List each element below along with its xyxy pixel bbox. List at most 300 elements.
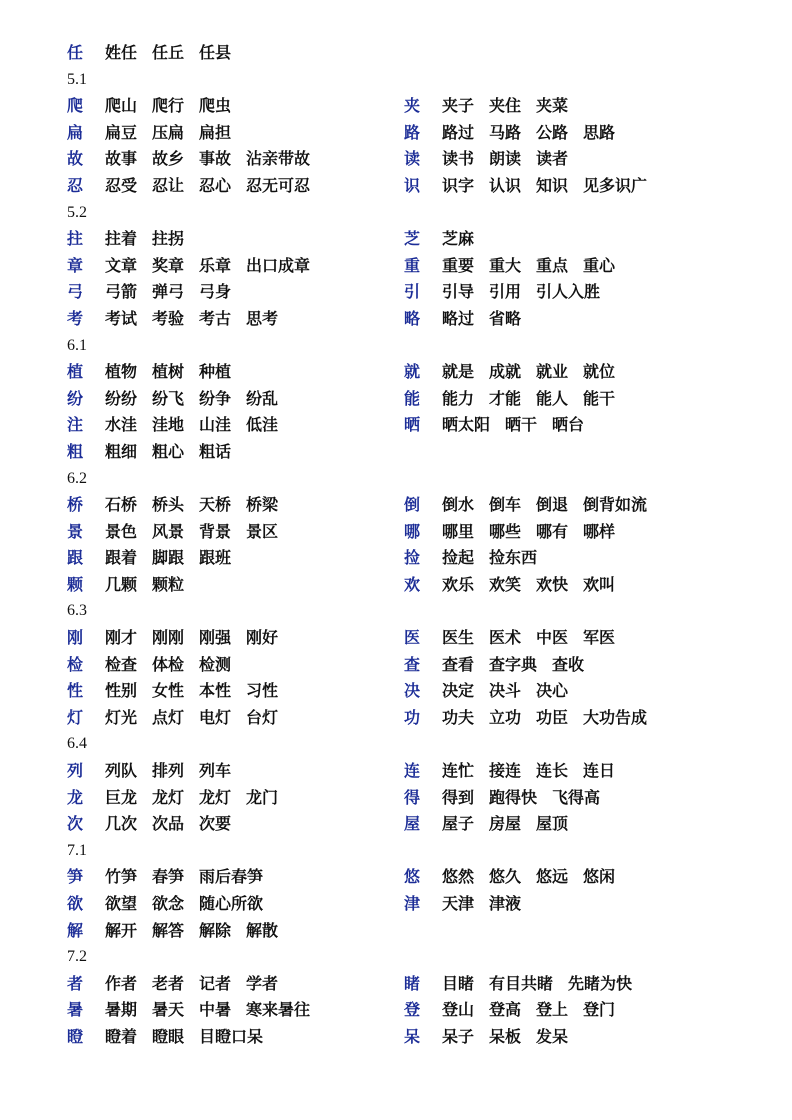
section-heading: 5.2 xyxy=(67,203,87,221)
word: 连长 xyxy=(536,761,569,781)
word: 欲念 xyxy=(152,894,185,913)
character-entry-right xyxy=(404,678,583,705)
entry-row xyxy=(67,572,767,599)
word: 马路 xyxy=(489,122,522,142)
character: 刚 xyxy=(67,628,84,648)
character-entry-left xyxy=(67,386,293,413)
word: 公路 xyxy=(536,122,569,142)
word: 引人入胜 xyxy=(536,282,601,302)
character-entry-right xyxy=(404,386,630,413)
word: 出口成章 xyxy=(246,255,311,275)
word: 电灯 xyxy=(199,707,232,727)
word: 省略 xyxy=(489,308,522,328)
word: 大功告成 xyxy=(583,707,648,727)
character-entry-left xyxy=(67,678,293,705)
character: 爬 xyxy=(67,96,84,116)
character-entry-right xyxy=(404,864,630,891)
word: 医术 xyxy=(489,628,522,648)
character: 倒 xyxy=(404,495,421,515)
word: 解答 xyxy=(152,920,185,940)
word: 倒背如流 xyxy=(583,495,648,515)
entry-row xyxy=(67,519,767,546)
word: 目瞪口呆 xyxy=(199,1026,264,1046)
word: 欲望 xyxy=(105,894,138,913)
word: 背景 xyxy=(199,521,232,541)
entry-row xyxy=(67,545,767,572)
word: 学者 xyxy=(246,973,279,993)
character: 功 xyxy=(404,707,421,727)
word: 有目共睹 xyxy=(489,973,554,993)
word: 植物 xyxy=(105,362,138,382)
character-entry-left xyxy=(67,173,325,200)
word: 重心 xyxy=(583,255,616,275)
entry-row xyxy=(67,412,767,439)
word: 记者 xyxy=(199,973,232,993)
entry-row xyxy=(67,678,767,705)
word: 捡起 xyxy=(442,548,475,568)
word: 登门 xyxy=(583,1000,616,1020)
word: 暑期 xyxy=(105,1000,138,1020)
word: 能力 xyxy=(442,388,475,408)
word: 乐章 xyxy=(199,255,232,275)
word: 悠久 xyxy=(489,867,522,887)
word: 哪样 xyxy=(583,521,616,541)
word: 天津 xyxy=(442,894,475,913)
character-entry-right xyxy=(404,811,583,838)
word: 欢快 xyxy=(536,574,569,594)
word: 悠闲 xyxy=(583,867,616,887)
word: 思路 xyxy=(583,122,616,142)
vocabulary-list xyxy=(67,40,767,1051)
character-entry-left xyxy=(67,625,293,652)
character: 忍 xyxy=(67,175,84,195)
word: 奖章 xyxy=(152,255,185,275)
word: 桥头 xyxy=(152,495,185,515)
word: 跟班 xyxy=(199,548,232,568)
word: 倒退 xyxy=(536,495,569,515)
word: 忍让 xyxy=(152,175,185,195)
word: 查看 xyxy=(442,654,475,674)
word: 决斗 xyxy=(489,681,522,701)
character: 颗 xyxy=(67,574,84,594)
word: 次要 xyxy=(199,814,232,834)
entry-row xyxy=(67,253,767,280)
word: 呆板 xyxy=(489,1026,522,1046)
word: 解开 xyxy=(105,920,138,940)
character-entry-left xyxy=(67,997,325,1024)
word: 忍心 xyxy=(199,175,232,195)
word: 拄拐 xyxy=(152,229,185,249)
word: 粗话 xyxy=(199,441,232,461)
character-entry-left xyxy=(67,492,293,519)
character: 灯 xyxy=(67,707,84,727)
word: 脚跟 xyxy=(152,548,185,568)
word: 体检 xyxy=(152,654,185,674)
character: 性 xyxy=(67,681,84,701)
section-heading: 6.3 xyxy=(67,602,87,620)
entry-row xyxy=(67,918,767,945)
character-entry-right xyxy=(404,705,662,732)
word: 龙灯 xyxy=(152,787,185,807)
word: 瞪眼 xyxy=(152,1026,185,1046)
character-entry-left xyxy=(67,40,246,67)
section-heading: 6.1 xyxy=(67,336,87,354)
word: 能干 xyxy=(583,388,616,408)
character-entry-left xyxy=(67,758,246,785)
section-heading: 6.4 xyxy=(67,735,87,753)
character: 次 xyxy=(67,814,84,834)
word: 见多识广 xyxy=(583,175,648,195)
word: 几颗 xyxy=(105,574,138,594)
word: 爬行 xyxy=(152,96,185,116)
character-entry-left xyxy=(67,705,293,732)
word: 随心所欲 xyxy=(199,894,264,913)
word: 夹菜 xyxy=(536,96,569,116)
character-entry-right xyxy=(404,545,552,572)
word: 欢笑 xyxy=(489,574,522,594)
character-entry-right xyxy=(404,997,630,1024)
word: 连忙 xyxy=(442,761,475,781)
word: 登山 xyxy=(442,1000,475,1020)
word: 低洼 xyxy=(246,415,279,435)
word: 作者 xyxy=(105,973,138,993)
word: 姓任 xyxy=(105,43,138,62)
word: 事故 xyxy=(199,149,232,169)
word: 灯光 xyxy=(105,707,138,727)
word: 屋顶 xyxy=(536,814,569,834)
word: 忍无可忍 xyxy=(246,175,311,195)
character-entry-left xyxy=(67,785,293,812)
word: 寒来暑往 xyxy=(246,1000,311,1020)
character: 故 xyxy=(67,149,84,169)
character-entry-right xyxy=(404,492,662,519)
word: 景色 xyxy=(105,521,138,541)
character: 登 xyxy=(404,1000,421,1020)
character-entry-right xyxy=(404,1024,583,1051)
word: 识字 xyxy=(442,175,475,195)
word: 性别 xyxy=(105,681,138,701)
entry-row xyxy=(67,705,767,732)
entry-row xyxy=(67,492,767,519)
character-entry-left xyxy=(67,811,246,838)
word: 石桥 xyxy=(105,495,138,515)
entry-row xyxy=(67,785,767,812)
word: 弓身 xyxy=(199,282,232,302)
character-entry-left xyxy=(67,412,293,439)
character: 欢 xyxy=(404,574,421,594)
entry-row xyxy=(67,359,767,386)
word: 纷飞 xyxy=(152,388,185,408)
word: 就是 xyxy=(442,362,475,382)
word: 就位 xyxy=(583,362,616,382)
word: 成就 xyxy=(489,362,522,382)
word: 悠然 xyxy=(442,867,475,887)
word: 风景 xyxy=(152,521,185,541)
word: 沾亲带故 xyxy=(246,149,311,169)
word: 排列 xyxy=(152,761,185,781)
character: 连 xyxy=(404,761,421,781)
section-heading: 5.1 xyxy=(67,70,87,88)
word: 中暑 xyxy=(199,1000,232,1020)
entry-row xyxy=(67,652,767,679)
entry-row xyxy=(67,146,767,173)
character-entry-right xyxy=(404,253,630,280)
character: 就 xyxy=(404,362,421,382)
character-entry-right xyxy=(404,226,489,253)
word: 接连 xyxy=(489,761,522,781)
character: 呆 xyxy=(404,1026,421,1046)
word: 颗粒 xyxy=(152,574,185,594)
word: 决定 xyxy=(442,681,475,701)
word: 水洼 xyxy=(105,415,138,435)
character-entry-left xyxy=(67,226,199,253)
word: 考试 xyxy=(105,308,138,328)
word: 拄着 xyxy=(105,229,138,249)
word: 龙门 xyxy=(246,787,279,807)
word: 重大 xyxy=(489,255,522,275)
word: 决心 xyxy=(536,681,569,701)
character: 列 xyxy=(67,761,84,781)
word: 欢乐 xyxy=(442,574,475,594)
word: 纷争 xyxy=(199,388,232,408)
word: 任县 xyxy=(199,43,232,62)
entry-row xyxy=(67,811,767,838)
word: 文章 xyxy=(105,255,138,275)
word: 巨龙 xyxy=(105,787,138,807)
word: 中医 xyxy=(536,628,569,648)
word: 查收 xyxy=(552,654,585,674)
character-entry-left xyxy=(67,279,246,306)
word: 爬虫 xyxy=(199,96,232,116)
entry-row xyxy=(67,971,767,998)
character-entry-right xyxy=(404,971,647,998)
word: 压扁 xyxy=(152,122,185,142)
character-entry-left xyxy=(67,306,293,333)
character: 解 xyxy=(67,920,84,940)
word: 列车 xyxy=(199,761,232,781)
character: 考 xyxy=(67,308,84,328)
character: 芝 xyxy=(404,229,421,249)
word: 桥梁 xyxy=(246,495,279,515)
word: 故乡 xyxy=(152,149,185,169)
character-entry-left xyxy=(67,652,246,679)
entry-row xyxy=(67,891,767,918)
entry-row xyxy=(67,625,767,652)
character-entry-left xyxy=(67,1024,278,1051)
word: 故事 xyxy=(105,149,138,169)
word: 先睹为快 xyxy=(568,973,633,993)
word: 才能 xyxy=(489,388,522,408)
character: 注 xyxy=(67,415,84,435)
character: 睹 xyxy=(404,973,421,993)
character-entry-right xyxy=(404,572,630,599)
word: 军医 xyxy=(583,628,616,648)
word: 读者 xyxy=(536,149,569,169)
word: 屋子 xyxy=(442,814,475,834)
word: 能人 xyxy=(536,388,569,408)
character: 跟 xyxy=(67,548,84,568)
word: 芝麻 xyxy=(442,229,475,249)
character: 引 xyxy=(404,282,421,302)
character-entry-right xyxy=(404,279,615,306)
word: 老者 xyxy=(152,973,185,993)
word: 查字典 xyxy=(489,654,538,674)
character: 读 xyxy=(404,149,421,169)
word: 功臣 xyxy=(536,707,569,727)
word: 粗细 xyxy=(105,441,138,461)
character: 植 xyxy=(67,362,84,382)
character: 桥 xyxy=(67,495,84,515)
word: 植树 xyxy=(152,362,185,382)
entry-row xyxy=(67,226,767,253)
word: 洼地 xyxy=(152,415,185,435)
word: 刚才 xyxy=(105,628,138,648)
word: 得到 xyxy=(442,787,475,807)
entry-row xyxy=(67,758,767,785)
word: 目睹 xyxy=(442,973,475,993)
word: 知识 xyxy=(536,175,569,195)
word: 房屋 xyxy=(489,814,522,834)
character: 检 xyxy=(67,654,84,674)
word: 哪有 xyxy=(536,521,569,541)
character-entry-right xyxy=(404,173,662,200)
word: 山洼 xyxy=(199,415,232,435)
word: 台灯 xyxy=(246,707,279,727)
entry-row xyxy=(67,93,767,120)
word: 任丘 xyxy=(152,43,185,62)
word: 竹笋 xyxy=(105,867,138,887)
word: 本性 xyxy=(199,681,232,701)
character-entry-left xyxy=(67,918,293,945)
word: 夹住 xyxy=(489,96,522,116)
word: 解除 xyxy=(199,920,232,940)
section-heading: 6.2 xyxy=(67,469,87,487)
word: 引导 xyxy=(442,282,475,302)
character: 查 xyxy=(404,654,421,674)
character-entry-left xyxy=(67,253,325,280)
character-entry-left xyxy=(67,971,293,998)
word: 几次 xyxy=(105,814,138,834)
character-entry-left xyxy=(67,891,278,918)
word: 跟着 xyxy=(105,548,138,568)
word: 忍受 xyxy=(105,175,138,195)
character: 能 xyxy=(404,388,421,408)
word: 刚强 xyxy=(199,628,232,648)
word: 晒干 xyxy=(505,415,538,435)
character: 笋 xyxy=(67,867,84,887)
word: 欢叫 xyxy=(583,574,616,594)
character: 晒 xyxy=(404,415,421,435)
entry-row xyxy=(67,173,767,200)
character: 欲 xyxy=(67,894,84,913)
character-entry-right xyxy=(404,412,599,439)
character-entry-left xyxy=(67,545,246,572)
word: 扁豆 xyxy=(105,122,138,142)
word: 春笋 xyxy=(152,867,185,887)
character-entry-left xyxy=(67,864,278,891)
word: 弓箭 xyxy=(105,282,138,302)
character: 决 xyxy=(404,681,421,701)
word: 次品 xyxy=(152,814,185,834)
character: 瞪 xyxy=(67,1026,84,1046)
character-entry-right xyxy=(404,120,630,147)
character-entry-left xyxy=(67,439,246,466)
character-entry-left xyxy=(67,120,246,147)
character: 略 xyxy=(404,308,421,328)
word: 飞得高 xyxy=(552,787,601,807)
word: 晒台 xyxy=(552,415,585,435)
character: 捡 xyxy=(404,548,421,568)
word: 登高 xyxy=(489,1000,522,1020)
character-entry-left xyxy=(67,359,246,386)
character-entry-right xyxy=(404,785,615,812)
character-entry-right xyxy=(404,625,630,652)
word: 检测 xyxy=(199,654,232,674)
word: 习性 xyxy=(246,681,279,701)
word: 考验 xyxy=(152,308,185,328)
word: 暑天 xyxy=(152,1000,185,1020)
entry-row xyxy=(67,1024,767,1051)
entry-row xyxy=(67,279,767,306)
character-entry-left xyxy=(67,93,246,120)
character: 者 xyxy=(67,973,84,993)
word: 哪些 xyxy=(489,521,522,541)
word: 略过 xyxy=(442,308,475,328)
word: 就业 xyxy=(536,362,569,382)
character: 得 xyxy=(404,787,421,807)
character-entry-right xyxy=(404,146,583,173)
character: 拄 xyxy=(67,229,84,249)
character: 悠 xyxy=(404,867,421,887)
word: 瞪着 xyxy=(105,1026,138,1046)
character: 哪 xyxy=(404,521,421,541)
entry-row xyxy=(67,40,767,67)
word: 龙灯 xyxy=(199,787,232,807)
character: 医 xyxy=(404,628,421,648)
word: 立功 xyxy=(489,707,522,727)
section-heading: 7.2 xyxy=(67,948,87,966)
word: 认识 xyxy=(489,175,522,195)
character-entry-right xyxy=(404,758,630,785)
word: 功夫 xyxy=(442,707,475,727)
word: 发呆 xyxy=(536,1026,569,1046)
word: 重要 xyxy=(442,255,475,275)
word: 朗读 xyxy=(489,149,522,169)
word: 女性 xyxy=(152,681,185,701)
word: 津液 xyxy=(489,894,522,913)
word: 倒车 xyxy=(489,495,522,515)
character: 夹 xyxy=(404,96,421,116)
character-entry-left xyxy=(67,519,293,546)
word: 连日 xyxy=(583,761,616,781)
character-entry-right xyxy=(404,359,630,386)
word: 捡东西 xyxy=(489,548,538,568)
character-entry-right xyxy=(404,306,536,333)
word: 粗心 xyxy=(152,441,185,461)
word: 读书 xyxy=(442,149,475,169)
character: 弓 xyxy=(67,282,84,302)
word: 检查 xyxy=(105,654,138,674)
word: 考古 xyxy=(199,308,232,328)
word: 列队 xyxy=(105,761,138,781)
character: 纷 xyxy=(67,388,84,408)
character: 暑 xyxy=(67,1000,84,1020)
character: 津 xyxy=(404,894,421,913)
word: 雨后春笋 xyxy=(199,867,264,887)
word: 爬山 xyxy=(105,96,138,116)
entry-row xyxy=(67,306,767,333)
word: 重点 xyxy=(536,255,569,275)
